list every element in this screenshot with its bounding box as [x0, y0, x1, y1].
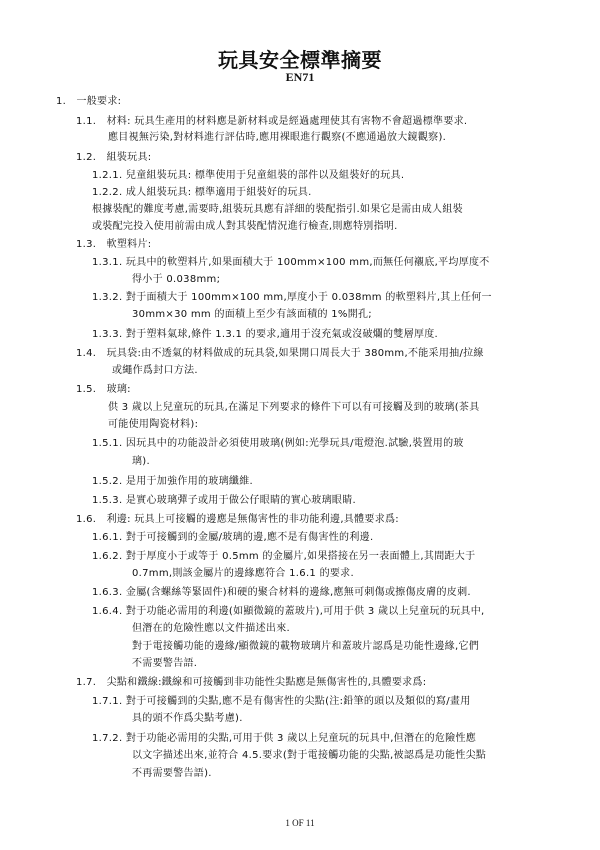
- clause-heading: 1.3. 軟塑料片:: [76, 239, 152, 250]
- clause-text: 1.2.2. 成人組裝玩具: 標準適用于組裝好的玩具.: [92, 187, 312, 198]
- clause-text: 1.6.2. 對于厚度小于或等于 0.5mm 的金屬片,如果搭接在另一表面體上,其間距大于: [92, 551, 476, 562]
- clause-text: 1.5.3. 是實心玻璃彈子或用于做公仔眼睛的實心玻璃眼睛.: [92, 495, 356, 506]
- clause-text: 根據裝配的難度考慮,需要時,組裝玩具應有詳細的裝配指引.如果它是需由成人組裝: [92, 204, 463, 215]
- clause-text: 對于電接觸功能的邊緣/顯微鏡的載物玻璃片和蓋玻片認爲是功能性邊緣,它們: [132, 641, 480, 652]
- clause-text: 1.3.2. 對于面積大于 100mm×100 mm,厚度小于 0.038mm 的軟塑料片,其上任何一: [92, 292, 492, 303]
- clause-text: 1.6.4. 對于功能必需用的利邊(如顯微鏡的蓋玻片),可用于供 3 歲以上兒童玩的玩具中,: [92, 606, 485, 617]
- section-heading: 1. 一般要求:: [56, 96, 122, 107]
- clause-text: 1.6.3. 金屬(含螺絲等緊固件)和硬的聚合材料的邊緣,應無可刺傷或擦傷皮膚的皮刺.: [92, 587, 471, 598]
- clause-text: 30mm×30 mm 的面積上至少有該面積的 1%開孔;: [132, 309, 372, 320]
- clause-text: 璃).: [132, 456, 150, 467]
- clause-text: 0.7mm,則該金屬片的邊緣應符合 1.6.1 的要求.: [132, 568, 354, 579]
- clause-text: 但潛在的危險性應以文件描述出來.: [132, 623, 290, 634]
- clause-text: 可能使用陶瓷材料):: [108, 419, 199, 430]
- clause-text: 1.5.1. 因玩具中的功能設計必須使用玻璃(例如:光學玩具/電燈泡.試驗,裝置用的玻: [92, 438, 464, 449]
- clause-text: 得小于 0.038mm;: [132, 274, 221, 285]
- page-title: 玩具安全標準摘要: [218, 48, 382, 72]
- clause-text: 1.6.1. 對于可接觸到的金屬/玻璃的邊,應不是有傷害性的利邊.: [92, 532, 374, 543]
- page-number: 1 OF 11: [285, 818, 315, 828]
- clause-heading: 1.2. 組裝玩具:: [76, 152, 152, 163]
- page-subtitle: EN71: [285, 70, 315, 84]
- clause-heading: 1.5. 玻璃:: [76, 384, 131, 395]
- clause-text: 1.1. 材料: 玩具生產用的材料應是新材料或是經過處理使其有害物不會超過標準要求.: [76, 116, 468, 127]
- clause-text: 應目視無污染,對材料進行評估時,應用裸眼進行觀察(不應通過放大鏡觀察).: [108, 132, 447, 143]
- clause-text: 1.4. 玩具袋:由不透氣的材料做成的玩具袋,如果開口周長大于 380mm,不能采用抽/拉線: [76, 348, 484, 359]
- clause-text: 1.7.1. 對于可接觸到的尖點,應不是有傷害性的尖點(注:鉛筆的頭以及類似的寫/畫用: [92, 696, 471, 707]
- clause-text: 1.7.2. 對于功能必需用的尖點,可用于供 3 歲以上兒童玩的玩具中,但潛在的危險性應: [92, 733, 477, 744]
- clause-text: 以文字描述出來,並符合 4.5.要求(對于電接觸功能的尖點,被認爲是功能性尖點: [132, 750, 487, 761]
- clause-text: 不再需要警告語).: [132, 768, 212, 779]
- clause-text: 或裝配完投入使用前需由成人對其裝配情況進行檢查,則應特別指明.: [92, 221, 398, 232]
- clause-text: 或繩作爲封口方法.: [112, 365, 198, 376]
- clause-text: 1.5.2. 是用于加強作用的玻璃纖維.: [92, 476, 253, 487]
- clause-text: 不需要警告語.: [132, 658, 198, 669]
- clause-text: 1.7. 尖點和鐵線:鐵線和可接觸到非功能性尖點應是無傷害性的,具體要求爲:: [76, 677, 427, 688]
- clause-text: 1.6. 利邊: 玩具上可接觸的邊應是無傷害性的非功能利邊,具體要求爲:: [76, 514, 399, 525]
- clause-text: 供 3 歲以上兒童玩的玩具,在滿足下列要求的條件下可以有可接觸及到的玻璃(茶具: [108, 402, 480, 413]
- clause-text: 具的頭不作爲尖點考慮).: [132, 713, 243, 724]
- clause-text: 1.3.1. 玩具中的軟塑料片,如果面積大于 100mm×100 mm,而無任何襯底,平均厚度不: [92, 257, 490, 268]
- clause-text: 1.2.1. 兒童組裝玩具: 標準使用于兒童組裝的部件以及組裝好的玩具.: [92, 170, 405, 181]
- clause-text: 1.3.3. 對于塑料氣球,條件 1.3.1 的要求,適用于沒充氣或沒破爛的雙層厚度.: [92, 329, 439, 340]
